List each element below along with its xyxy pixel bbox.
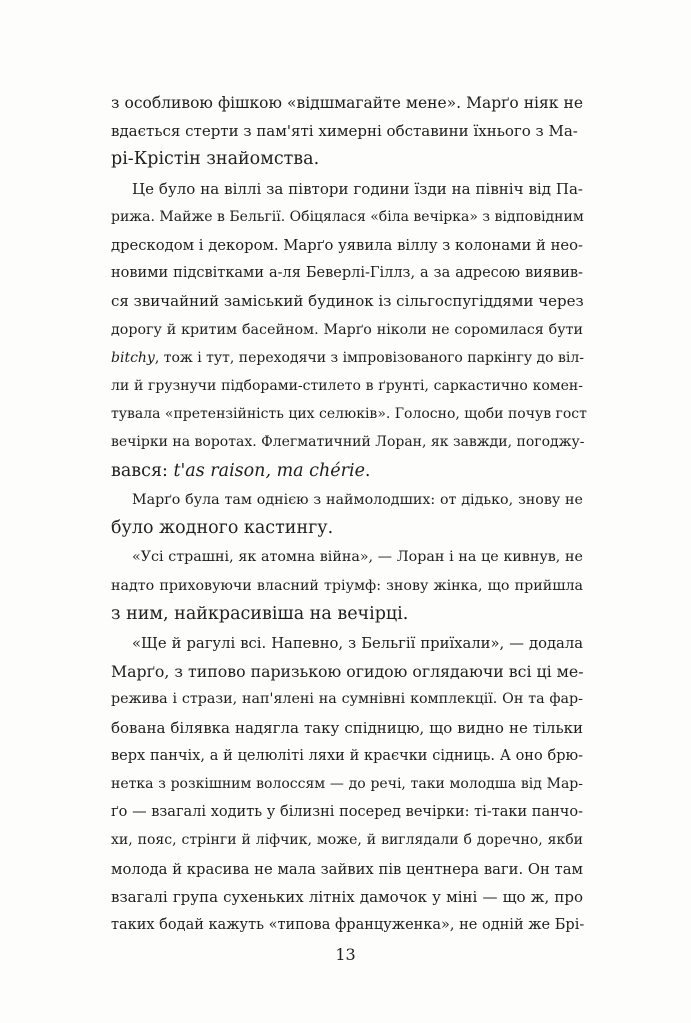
text-line-start: вався: — [111, 461, 174, 481]
text-line: нетка з розкішним волоссям — до речі, таки молодша від Мар- — [111, 776, 583, 792]
text-line: рижа. Майже в Бельгії. Обіцялася «біла вечірка» з відповідним — [111, 209, 584, 225]
text-line: взагалі група сухеньких літніх дамочок у міні — що ж, про — [111, 888, 583, 906]
text-line: бована білявка надягла таку спідницю, що видно не тільки — [111, 719, 583, 737]
text-line: було жодного кастингу. — [111, 518, 334, 538]
text-line: з ним, найкрасивіша на вечірці. — [111, 604, 409, 624]
text-line — [111, 343, 583, 374]
text-line-rest: , тож і тут, переходячи з імпровізованого паркінгу до віл- — [154, 350, 584, 366]
text-line: тувала «претензійність цих селюків». Голосно, щоби почув гост — [111, 406, 587, 422]
text-line-end: . — [364, 461, 371, 481]
text-line: дорогу й критим басейном. Марґо ніколи не соромилася бути — [111, 322, 583, 338]
text-line: таких бодай кажуть «типова француженка», не одній же Брі- — [111, 917, 585, 933]
text-line: молода й красива не мала зайвих пів центнера ваги. Он там — [111, 861, 583, 878]
text-line: новими підсвітками а-ля Беверлі-Гіллз, а за адресою виявив- — [111, 265, 583, 281]
text-line: «Ще й рагулі всі. Напевно, з Бельгії приїхали», — додала — [132, 635, 583, 652]
text-line: ґо — взагалі ходить у білизні посеред вечірки: ті-таки панчо- — [111, 804, 583, 820]
text-line: вечірки на воротах. Флегматичний Лоран, як завжди, погоджу- — [111, 434, 585, 450]
text-line: ся звичайний заміський будинок із сільгоспугіддями через — [111, 292, 584, 310]
text-line: Марґо була там однією з наймолодших: от дідько, знову не — [132, 492, 583, 508]
text-line: «Усі страшні, як атомна війна», — Лоран і на це кивнув, не — [132, 549, 583, 565]
text-line: з особливою фішкою «відшмагайте мене». Марґо ніяк не — [111, 94, 583, 112]
text-line: дрескодом і декором. Марґо уявила віллу з колонами й нео- — [111, 237, 583, 254]
text-line: рі-Крістін знайомства. — [111, 149, 320, 169]
text-line — [111, 456, 583, 487]
text-line: вдається стерти з пам'яті химерні обставини їхнього з Ма- — [111, 122, 578, 140]
text-line: верх панчіх, а й целюліті ляхи й краєчки сідниць. А оно брю- — [111, 748, 583, 764]
text-line: Марґо, з типово паризькою огидою оглядаючи всі ці ме- — [111, 662, 584, 681]
text-line: ли й грузнучи підборами-стилето в ґрунті, саркастично комен- — [111, 378, 583, 394]
page-number: 13 — [335, 945, 356, 964]
text-line: режива і стрази, нап'ялені на сумнівні комплекції. Он та фар- — [111, 691, 583, 707]
italic-word: bitchy — [111, 350, 155, 366]
text-line: надто приховуючи власний тріумф: знову жінка, що прийшла — [111, 578, 583, 594]
text-line: хи, пояс, стрінги й ліфчик, може, й виглядали б доречно, якби — [111, 832, 583, 848]
text-line: Це було на віллі за півтори години їзди на північ від Па- — [132, 180, 583, 198]
italic-french-phrase: t'as raison, ma chérie — [173, 461, 365, 481]
